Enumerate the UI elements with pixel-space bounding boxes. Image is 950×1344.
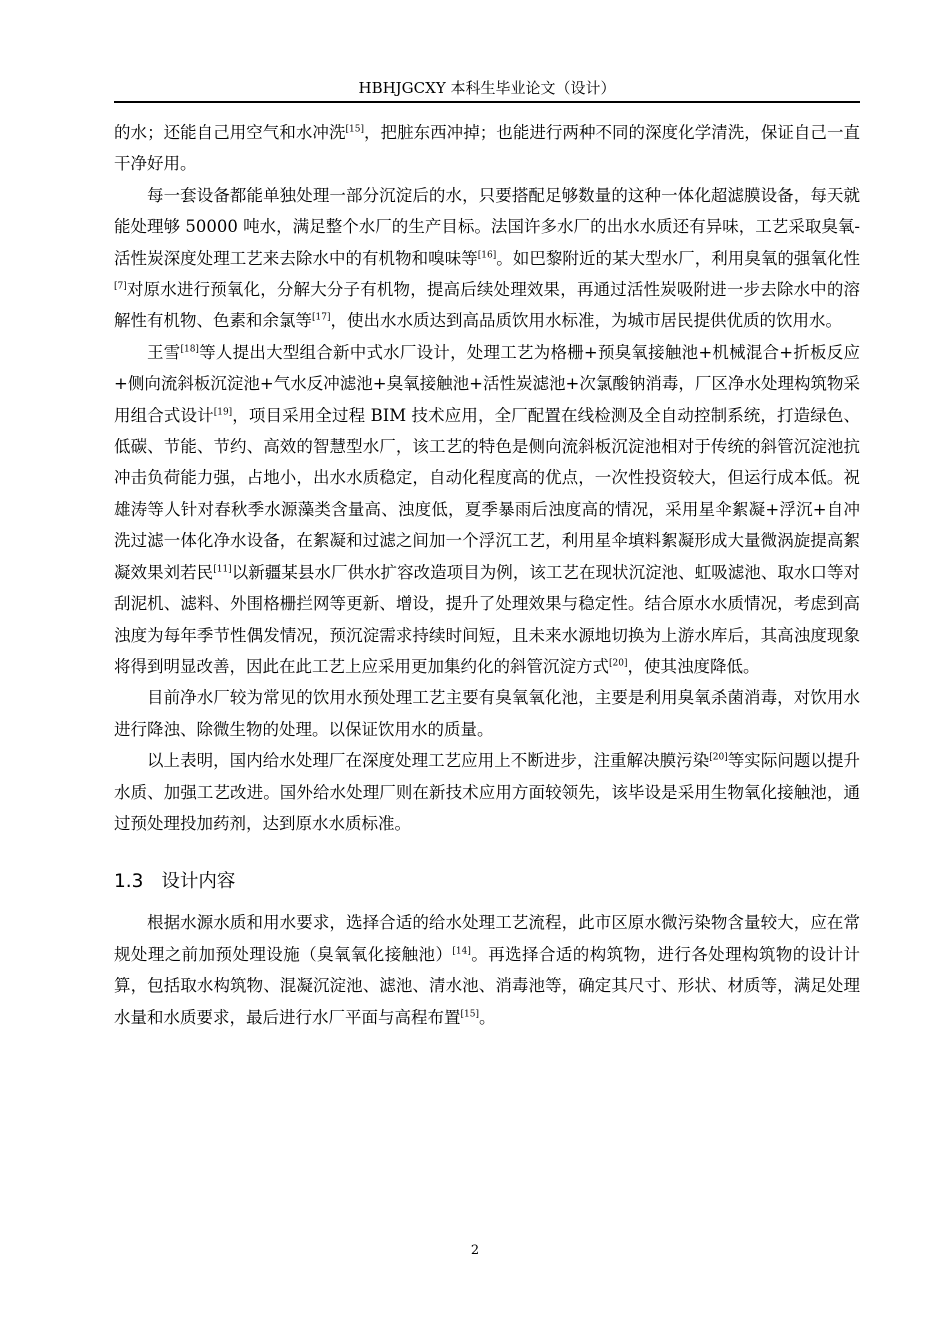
citation-ref: [15] [345, 124, 364, 135]
citation-ref: [18] [180, 344, 199, 355]
paragraph-design-content [114, 907, 860, 1033]
section-number: 1.3 [114, 871, 144, 893]
text-run: 以新疆某县水厂供水扩容改造项目为例，该工艺在现状沉淀池、虹吸滤池、取水口等对刮泥机、滤料、外围格栅拦网等更新、增设，提升了处理效果与稳定性。结合原水水质情况，考虑到高浊度为每年季节性偶发情况，预沉淀需求持续时间短，且未来水源地切换为上游水库后，其高浊度现象将得到明显改善，因此在此工艺上应采用更加集约化的斜管沉淀方式 [114, 562, 861, 676]
citation-ref: [20] [609, 658, 628, 669]
text-run: 。再选择合适的构筑物，进行各处理构筑物的设计计算，包括取水构筑物、混凝沉淀池、滤池、清水池、消毒池等，确定其尺寸、形状、材质等，满足处理水量和水质要求，最后进行水厂平面与高程布置 [114, 944, 861, 1027]
citation-ref: [20] [709, 752, 728, 763]
citation-ref: [14] [452, 946, 471, 957]
paragraph-pretreatment [114, 682, 860, 745]
section-title: 设计内容 [161, 871, 236, 893]
citation-ref: [16] [477, 250, 497, 261]
paragraph-continuation [114, 117, 860, 180]
text-run: 。 [478, 1007, 496, 1027]
text-run: 等人提出大型组合新中式水厂设计，处理工艺为格栅+预臭氧接触池+机械混合+折板反应+侧向流斜板沉淀池+气水反冲滤池+臭氧接触池+活性炭滤池+次氯酸钠消毒，厂区净水处理构筑物采用组合式设计 [114, 342, 861, 425]
text-run: 目前净水厂较为常见的饮用水预处理工艺主要有臭氧氧化池，主要是利用臭氧杀菌消毒，对饮用水进行降浊、除微生物的处理。以保证饮用水的质量。 [114, 688, 860, 739]
text-run: 王雪 [147, 342, 181, 362]
paragraph-summary [114, 745, 860, 839]
header-divider [114, 101, 860, 103]
text-run: 对原水进行预氧化，分解大分子有机物，提高后续处理效果，再通过活性炭吸附进一步去除水中的溶解性有机物、色素和余氯等 [114, 280, 860, 331]
text-run: ，把脏东西冲掉；也能进行两种不同的深度化学清洗，保证自己一直干净好用。 [114, 123, 861, 174]
text-run: ，使其浊度降低。 [627, 656, 760, 676]
text-run: 每一套设备都能单独处理一部分沉淀后的水，只要搭配足够数量的这种一体化超滤膜设备，每天就能处理够 50000 吨水，满足整个水厂的生产目标。法国许多水厂的出水水质还有异味，工艺采取臭氧-活性炭深度处理工艺来去除水中的有机物和嗅味等 [114, 185, 860, 268]
citation-ref: [17] [312, 312, 331, 323]
citation-ref: [15] [460, 1009, 479, 1020]
text-run: ，使出水水质达到高品质饮用水标准，为城市居民提供优质的饮用水。 [330, 311, 842, 331]
text-run: 等实际问题以提升水质、加强工艺改进。国外给水处理厂则在新技术应用方面较领先，该毕设是采用生物氧化接触池，通过预处理投加药剂，达到原水水质标准。 [114, 751, 861, 833]
citation-ref: [19] [213, 407, 233, 418]
page-number: 2 [470, 1243, 480, 1258]
citation-ref: [7] [114, 281, 127, 292]
citation-ref: [11] [213, 564, 232, 575]
text-run: 以上表明，国内给水处理厂在深度处理工艺应用上不断进步，注重解决膜污染 [147, 751, 710, 771]
section-heading [114, 869, 860, 895]
paragraph-foreign-plants [114, 180, 860, 337]
page-header: HBHJGCXY 本科生毕业论文（设计） [358, 79, 616, 97]
text-run: 。如巴黎附近的某大型水厂，利用臭氧的强氧化性 [496, 248, 861, 268]
text-run: 根据水源水质和用水要求，选择合适的给水处理工艺流程，此市区原水微污染物含量较大，应在常规处理之前加预处理设施（臭氧氧化接触池） [114, 913, 860, 964]
text-run: 的水；还能自己用空气和水冲洗 [114, 123, 346, 142]
paragraph-domestic-designs [114, 337, 860, 682]
text-run: ，项目采用全过程 BIM 技术应用，全厂配置在线检测及全自动控制系统，打造绿色、低碳、节能、节约、高效的智慧型水厂，该工艺的特色是侧向流斜板沉淀池相对于传统的斜管沉淀池抗冲击负荷能力强，占地小，出水水质稳定，自动化程度高的优点，一次性投资较大，但运行成本低。祝雄涛等人针对春秋季水源藻类含量高、浊度低，夏季暴雨后浊度高的情况，采用星伞絮凝+浮沉+自冲洗过滤一体化净水设备，在絮凝和过滤之间加一个浮沉工艺，利用星伞填料絮凝形成大量微涡旋提高絮凝效果刘若民 [114, 405, 861, 582]
body-text [114, 117, 860, 1033]
